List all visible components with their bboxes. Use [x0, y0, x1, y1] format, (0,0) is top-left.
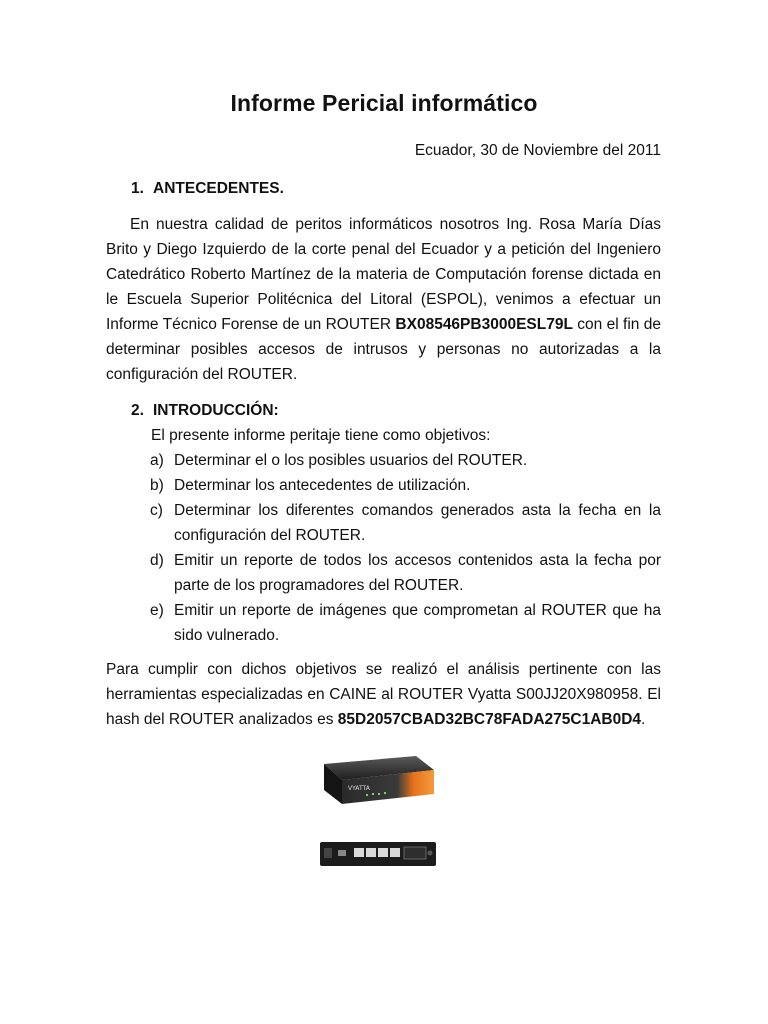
list-item — [150, 548, 661, 598]
list-item-text: Emitir un reporte de todos los accesos contenidos asta la fecha por parte de los programadores del ROUTER. — [174, 552, 661, 594]
router-photo-top — [318, 752, 438, 812]
section-1-heading — [131, 180, 284, 198]
conclusion-text-before: Para cumplir con dichos objetivos se realizó el análisis pertinente con las herramientas especializadas en CAINE al ROUTER Vyatta S00JJ20X980958. El hash del ROUTER analizados es — [106, 661, 661, 728]
list-item-text: Emitir un reporte de imágenes que comprometan al ROUTER que ha sido vulnerado. — [174, 602, 661, 644]
list-item-marker: d) — [150, 552, 164, 569]
section-2-heading — [131, 402, 279, 420]
conclusion-text-after: . — [641, 711, 646, 728]
section-1-number: 1. — [131, 180, 144, 197]
document-date: Ecuador, 30 de Noviembre del 2011 — [414, 142, 661, 159]
list-item-marker: c) — [150, 502, 163, 519]
section-2-number: 2. — [131, 402, 144, 419]
list-item — [150, 598, 661, 648]
section-2-intro: El presente informe peritaje tiene como objetivos: — [151, 427, 491, 444]
list-item-marker: a) — [150, 452, 164, 469]
list-item-marker: e) — [150, 602, 164, 619]
list-item — [150, 448, 661, 473]
router-serial: BX08546PB3000ESL79L — [395, 316, 573, 333]
list-item-text: Determinar los antecedentes de utilización. — [174, 477, 471, 494]
conclusion-paragraph — [106, 657, 661, 732]
router-photo-rear — [318, 838, 438, 870]
section-1-paragraph — [106, 212, 661, 387]
section-1-text-before: En nuestra calidad de peritos informáticos nosotros Ing. Rosa María Días Brito y Diego Izquierdo de la corte penal del Ecuador y a petición del Ingeniero Catedrático Roberto Martínez de la materia de Computación forense dictada en le Escuela Superior Politécnica del Litoral (ESPOL), venimos a efectuar un Informe Técnico Forense de un ROUTER — [106, 216, 661, 333]
list-item — [150, 473, 661, 498]
list-item-text: Determinar los diferentes comandos generados asta la fecha en la configuración del ROUTER. — [174, 502, 661, 544]
section-1-text-after: con el fin de determinar posibles accesos de intrusos y personas no autorizadas a la configuración del ROUTER. — [106, 316, 661, 383]
section-1-title: ANTECEDENTES. — [153, 180, 284, 197]
router-hash: 85D2057CBAD32BC78FADA275C1AB0D4 — [337, 711, 642, 728]
list-item-marker: b) — [150, 477, 164, 494]
list-item-text: Determinar el o los posibles usuarios del ROUTER. — [174, 452, 528, 469]
section-2-title: INTRODUCCIÓN: — [153, 402, 279, 419]
list-item — [150, 498, 661, 548]
router-logo: VYATTA — [348, 785, 370, 792]
document-title: Informe Pericial informático — [230, 90, 538, 116]
objectives-list — [150, 448, 661, 648]
